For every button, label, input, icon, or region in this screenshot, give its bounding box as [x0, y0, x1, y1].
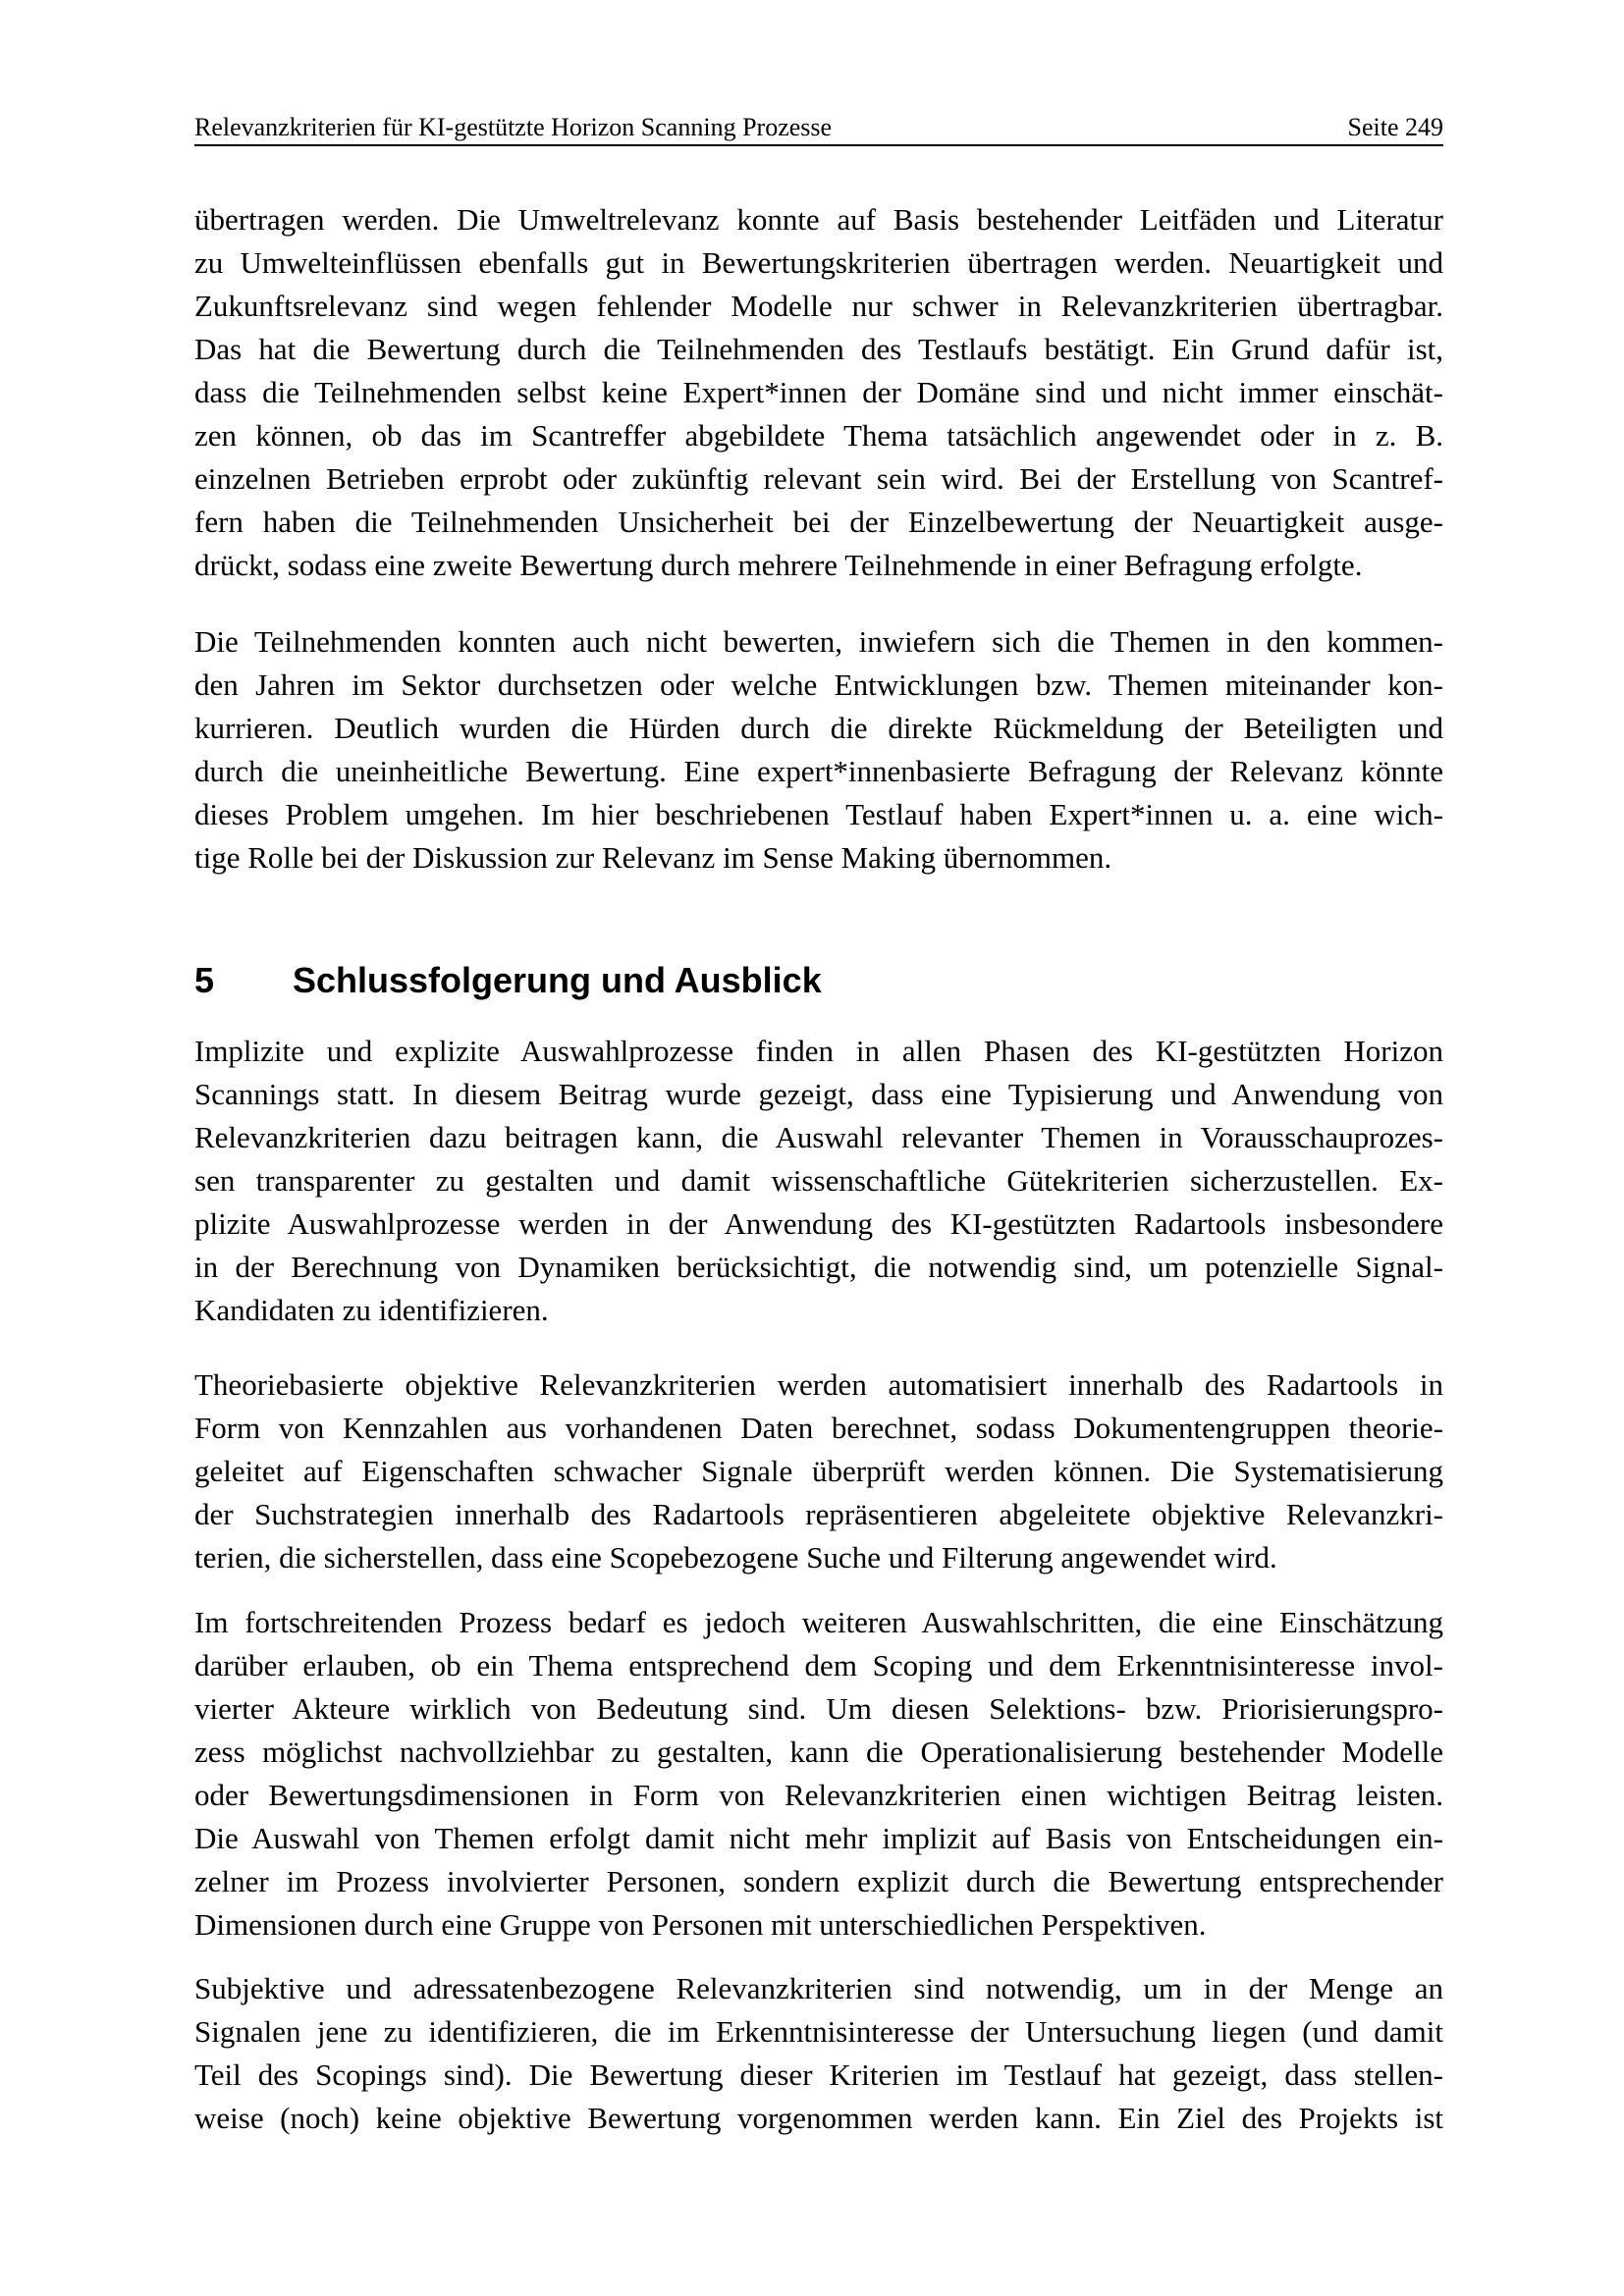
text-line: den Jahren im Sektor durchsetzen oder welche Entwicklungen bzw. Themen miteinander kon-: [194, 667, 1443, 702]
text-line: Signalen jene zu identifizieren, die im Erkenntnisinteresse der Untersuchung liegen (und damit: [194, 2014, 1443, 2049]
text-line: Scannings statt. In diesem Beitrag wurde gezeigt, dass eine Typisierung und Anwendung von: [194, 1077, 1443, 1111]
text-line: kurrieren. Deutlich wurden die Hürden durch die direkte Rückmeldung der Beteiligten und: [194, 711, 1443, 745]
paragraph-5: [194, 1601, 1443, 1947]
text-line: dass die Teilnehmenden selbst keine Expert*innen der Domäne sind und nicht immer einschät-: [194, 375, 1443, 409]
text-line: Form von Kennzahlen aus vorhandenen Daten berechnet, sodass Dokumentengruppen theorie-: [194, 1411, 1443, 1445]
paragraph-1: [194, 198, 1443, 587]
text-line: Teil des Scopings sind). Die Bewertung dieser Kriterien im Testlauf hat gezeigt, dass stellen-: [194, 2057, 1443, 2092]
text-line: plizite Auswahlprozesse werden in der Anwendung des KI-gestützten Radartools insbesondere: [194, 1206, 1443, 1241]
text-line: Im fortschreitenden Prozess bedarf es jedoch weiteren Auswahlschritten, die eine Einschätzung: [194, 1605, 1443, 1639]
text-line: zelner im Prozess involvierter Personen, sondern explizit durch die Bewertung entsprechender: [194, 1864, 1443, 1898]
paragraph-2: [194, 620, 1443, 880]
text-line: Dimensionen durch eine Gruppe von Personen mit unterschiedlichen Perspektiven.: [194, 1907, 1207, 1942]
text-line: übertragen werden. Die Umweltrelevanz konnte auf Basis bestehender Leitfäden und Literatur: [194, 202, 1443, 237]
text-line: drückt, sodass eine zweite Bewertung durch mehrere Teilnehmende in einer Befragung erfolgte.: [194, 548, 1363, 582]
text-line: fern haben die Teilnehmenden Unsicherheit bei der Einzelbewertung der Neuartigkeit ausge-: [194, 505, 1443, 539]
text-line: weise (noch) keine objektive Bewertung vorgenommen werden kann. Ein Ziel des Projekts ist: [194, 2101, 1443, 2135]
text-line: Die Teilnehmenden konnten auch nicht bewerten, inwiefern sich die Themen in den kommen-: [194, 624, 1443, 659]
text-line: in der Berechnung von Dynamiken berücksichtigt, die notwendig sind, um potenzielle Signal-: [194, 1250, 1443, 1284]
text-line: sen transparenter zu gestalten und damit wissenschaftliche Gütekriterien sicherzustellen. Ex-: [194, 1163, 1443, 1198]
text-line: oder Bewertungsdimensionen in Form von Relevanzkriterien einen wichtigen Beitrag leisten.: [194, 1778, 1443, 1812]
text-line: Relevanzkriterien dazu beitragen kann, die Auswahl relevanter Themen in Vorausschauprozes-: [194, 1120, 1443, 1154]
text-line: Die Auswahl von Themen erfolgt damit nicht mehr implizit auf Basis von Entscheidungen ein-: [194, 1821, 1443, 1855]
text-line: zen können, ob das im Scantreffer abgebildete Thema tatsächlich angewendet oder in z. B.: [194, 418, 1443, 453]
text-line: der Suchstrategien innerhalb des Radartools repräsentieren abgeleitete objektive Relevanzkri-: [194, 1497, 1443, 1531]
text-line: geleitet auf Eigenschaften schwacher Signale überprüft werden können. Die Systematisierung: [194, 1454, 1443, 1488]
section-title: Schlussfolgerung und Ausblick: [293, 960, 822, 1000]
paragraph-3: [194, 1030, 1443, 1332]
text-line: zess möglichst nachvollziehbar zu gestalten, kann die Operationalisierung bestehender Modelle: [194, 1735, 1443, 1769]
text-line: Subjektive und adressatenbezogene Relevanzkriterien sind notwendig, um in der Menge an: [194, 1971, 1443, 2005]
paragraph-6: [194, 1967, 1443, 2140]
text-line: darüber erlauben, ob ein Thema entsprechend dem Scoping und dem Erkenntnisinteresse invol-: [194, 1648, 1443, 1682]
section-number: 5: [194, 960, 215, 1000]
text-line: Zukunftsrelevanz sind wegen fehlender Modelle nur schwer in Relevanzkriterien übertragbar.: [194, 289, 1443, 323]
text-line: Kandidaten zu identifizieren.: [194, 1293, 549, 1327]
text-line: einzelnen Betrieben erprobt oder zukünftig relevant sein wird. Bei der Erstellung von Scantref-: [194, 461, 1443, 496]
text-line: Implizite und explizite Auswahlprozesse finden in allen Phasen des KI-gestützten Horizon: [194, 1034, 1443, 1068]
paragraph-4: [194, 1363, 1443, 1579]
section-heading: [194, 955, 822, 1006]
text-line: Das hat die Bewertung durch die Teilnehmenden des Testlaufs bestätigt. Ein Grund dafür ist,: [194, 332, 1443, 366]
text-line: zu Umwelteinflüssen ebenfalls gut in Bewertungskriterien übertragen werden. Neuartigkeit und: [194, 245, 1443, 280]
text-line: vierter Akteure wirklich von Bedeutung sind. Um diesen Selektions- bzw. Priorisierungspro-: [194, 1691, 1443, 1726]
text-line: dieses Problem umgehen. Im hier beschriebenen Testlauf haben Expert*innen u. a. eine wich-: [194, 797, 1443, 831]
running-header-title: Relevanzkriterien für KI-gestützte Horizon Scanning Prozesse: [194, 113, 833, 141]
text-line: durch die uneinheitliche Bewertung. Eine expert*innenbasierte Befragung der Relevanz könnte: [194, 754, 1443, 788]
running-header: [194, 111, 1443, 146]
text-line: Theoriebasierte objektive Relevanzkriterien werden automatisiert innerhalb des Radartools in: [194, 1367, 1443, 1402]
text-line: tige Rolle bei der Diskussion zur Relevanz im Sense Making übernommen.: [194, 840, 1112, 875]
text-line: terien, die sicherstellen, dass eine Scopebezogene Suche und Filterung angewendet wird.: [194, 1540, 1277, 1575]
page-number: Seite 249: [1347, 113, 1443, 141]
